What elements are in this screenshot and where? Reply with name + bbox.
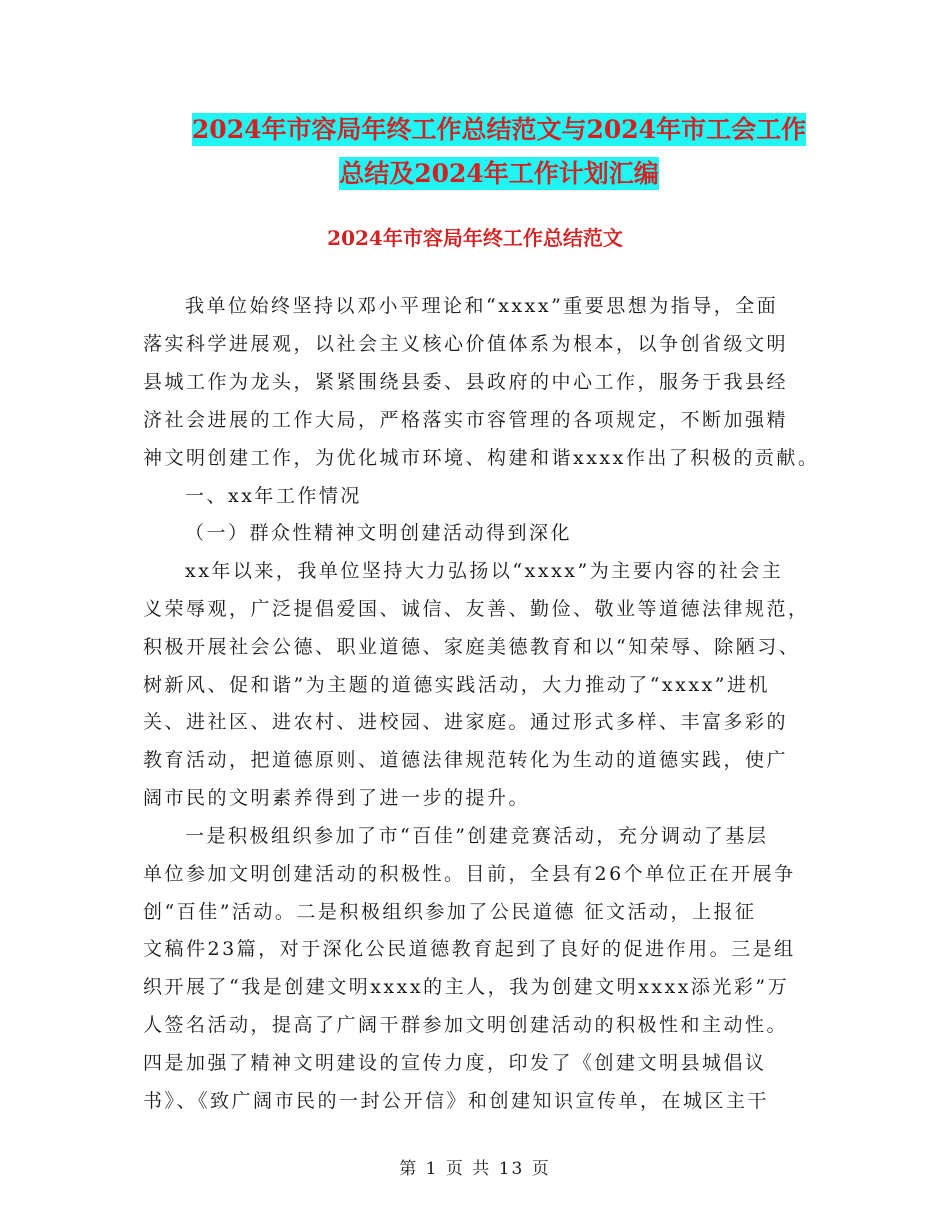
paragraph-line: 织开展了“我是创建文明xxxx的主人，我为创建文明xxxx添光彩”万 (143, 976, 790, 998)
paragraph-line: 一是积极组织参加了市“百佳”创建竞赛活动，充分调动了基层 (185, 825, 769, 847)
paragraph-line: 关、进社区、进农村、进校园、进家庭。通过形式多样、丰富多彩的 (143, 711, 789, 733)
paragraph-line: 书》、《致广阔市民的一封公开信》和创建知识宣传单，在城区主干 (143, 1090, 770, 1112)
paragraph-line: 四是加强了精神文明建设的宣传力度，印发了《创建文明县城倡议 (143, 1052, 767, 1074)
paragraph-line: 人签名活动，提高了广阔干群参加文明创建活动的积极性和主动性。 (143, 1014, 789, 1036)
paragraph-line: 济社会进展的工作大局，严格落实市容管理的各项规定，不断加强精 (143, 409, 789, 431)
paragraph-line: 落实科学进展观，以社会主义核心价值体系为根本，以争创省级文明 (143, 333, 789, 355)
paragraph-line: 教育活动，把道德原则、道德法律规范转化为生动的道德实践，使广 (143, 749, 789, 771)
document-title-line-2: 总结及2024年工作计划汇编 (339, 159, 659, 188)
paragraph-line: 阔市民的文明素养得到了进一步的提升。 (143, 787, 531, 809)
section-title: 2024年市容局年终工作总结范文 (327, 226, 623, 250)
heading-line: 一、xx年工作情况 (185, 485, 362, 507)
paragraph-line: 县城工作为龙头，紧紧围绕县委、县政府的中心工作，服务于我县经 (143, 371, 789, 393)
page-footer: 第 1 页 共 13 页 (399, 1159, 551, 1179)
paragraph-line: 义荣辱观，广泛提倡爱国、诚信、友善、勤俭、敬业等道德法律规范， (143, 598, 810, 620)
document-title-line-1: 2024年市容局年终工作总结范文与2024年市工会工作 (191, 115, 807, 144)
paragraph-line: 文稿件23篇，对于深化公民道德教育起到了良好的促进作用。三是组 (143, 938, 796, 960)
subheading-line: （一）群众性精神文明创建活动得到深化 (185, 522, 573, 544)
paragraph-line: 树新风、促和谐”为主题的道德实践活动，大力推动了“xxxx”进机 (143, 674, 771, 696)
paragraph-line: 创“百佳”活动。二是积极组织参加了公民道德 征文活动，上报征 (143, 901, 757, 923)
paragraph-line: 积极开展社会公德、职业道德、家庭美德教育和以“知荣辱、除陋习、 (143, 636, 801, 658)
paragraph-line: 神文明创建工作，为优化城市环境、构建和谐xxxx作出了积极的贡献。 (143, 447, 820, 469)
paragraph-line: xx年以来，我单位坚持大力弘扬以“xxxx”为主要内容的社会主 (185, 560, 784, 582)
paragraph-line: 我单位始终坚持以邓小平理论和“xxxx”重要思想为指导，全面 (185, 295, 779, 317)
paragraph-line: 单位参加文明创建活动的积极性。目前，全县有26个单位正在开展争 (143, 863, 796, 885)
